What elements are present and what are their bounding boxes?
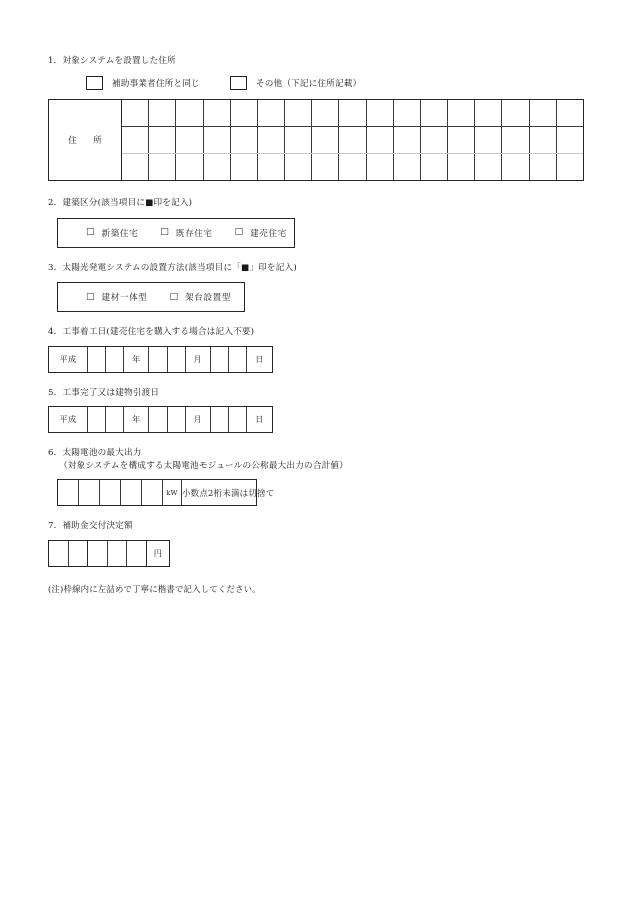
- day-unit-label: 日: [255, 414, 264, 425]
- rounding-note-label: 小数点2桁未満は切捨て: [182, 487, 275, 498]
- address-cell[interactable]: [367, 127, 394, 153]
- address-cell[interactable]: [231, 100, 258, 126]
- section-5-completion-date: [48, 387, 584, 433]
- address-cell[interactable]: [367, 154, 394, 180]
- checkbox-icon[interactable]: □: [234, 227, 244, 238]
- day-unit-label: 日: [255, 353, 264, 364]
- amount-digit-cell[interactable]: [49, 541, 69, 566]
- address-cell[interactable]: [448, 127, 475, 153]
- address-cell[interactable]: [339, 154, 366, 180]
- day-digit-cell[interactable]: [211, 347, 229, 372]
- address-cell[interactable]: [231, 154, 258, 180]
- spacer: [48, 506, 584, 520]
- address-cell[interactable]: [421, 100, 448, 126]
- spacer: [48, 433, 584, 447]
- yen-unit-label: 円: [153, 547, 163, 558]
- address-cell[interactable]: [475, 154, 502, 180]
- month-unit-label: 月: [186, 347, 211, 372]
- address-cell[interactable]: [122, 100, 149, 126]
- address-cell[interactable]: [312, 100, 339, 126]
- address-row: [122, 153, 583, 180]
- amount-digit-cell[interactable]: [69, 541, 89, 566]
- address-cell[interactable]: [502, 154, 529, 180]
- address-cell[interactable]: [475, 100, 502, 126]
- month-digit-cell[interactable]: [149, 407, 167, 432]
- address-cell[interactable]: [448, 100, 475, 126]
- checkbox-other-address[interactable]: [230, 76, 247, 90]
- year-digit-cell[interactable]: [88, 407, 106, 432]
- section-7-subsidy-amount: [48, 520, 584, 566]
- month-digit-cell[interactable]: [168, 347, 186, 372]
- address-cell[interactable]: [475, 127, 502, 153]
- address-cell[interactable]: [176, 100, 203, 126]
- footer-note: (注)枠線内に左詰めで丁寧に楷書で記入してください。: [48, 583, 261, 594]
- output-digit-cell[interactable]: [121, 480, 142, 505]
- amount-digit-cell[interactable]: [88, 541, 108, 566]
- address-cell[interactable]: [176, 154, 203, 180]
- section-1-option-row: [48, 76, 584, 90]
- address-cell[interactable]: [258, 100, 285, 126]
- address-cell[interactable]: [557, 100, 583, 126]
- address-cell[interactable]: [149, 127, 176, 153]
- address-row: [122, 100, 583, 126]
- section-4-title: 4．工事着工日(建売住宅を購入する場合は記入不要): [48, 327, 255, 338]
- output-digit-cell[interactable]: [142, 480, 163, 505]
- address-cell[interactable]: [285, 127, 312, 153]
- address-label: 住 所: [49, 100, 122, 180]
- section-7-title: 7．補助金交付決定額: [48, 521, 133, 532]
- address-cell[interactable]: [312, 154, 339, 180]
- section-6-max-output: [48, 447, 584, 506]
- address-cell[interactable]: [231, 127, 258, 153]
- month-digit-cell[interactable]: [168, 407, 186, 432]
- era-label: 平成: [49, 347, 88, 372]
- checkbox-icon[interactable]: □: [160, 227, 169, 238]
- address-cell[interactable]: [394, 100, 421, 126]
- address-row: [122, 126, 583, 153]
- amount-digit-cell[interactable]: [127, 541, 147, 566]
- section-4-construction-start-date: [48, 326, 584, 372]
- address-cell[interactable]: [530, 154, 557, 180]
- address-cell[interactable]: [339, 127, 366, 153]
- output-digit-cell[interactable]: [58, 480, 79, 505]
- address-cell[interactable]: [122, 154, 149, 180]
- address-cell[interactable]: [122, 127, 149, 153]
- checkbox-icon[interactable]: □: [86, 227, 95, 238]
- amount-digit-cell[interactable]: [108, 541, 128, 566]
- output-digit-cell[interactable]: [100, 480, 121, 505]
- address-cell[interactable]: [557, 127, 583, 153]
- year-unit-label: 年: [124, 407, 149, 432]
- address-cell[interactable]: [204, 100, 231, 126]
- address-cell[interactable]: [421, 127, 448, 153]
- address-cell[interactable]: [149, 154, 176, 180]
- section-2-building-category: [48, 197, 584, 247]
- address-cell[interactable]: [149, 100, 176, 126]
- option-rack-mounted-type-label: 架台設置型: [185, 293, 231, 304]
- address-cell[interactable]: [502, 127, 529, 153]
- checkbox-other-address-label: その他（下記に住所記載）: [255, 79, 362, 90]
- section-3-title: 3．太陽光発電システムの設置方法(該当項目に「■」印を記入): [48, 262, 297, 273]
- address-cell[interactable]: [394, 127, 421, 153]
- year-digit-cell[interactable]: [106, 407, 124, 432]
- address-cell[interactable]: [367, 100, 394, 126]
- address-cell[interactable]: [530, 127, 557, 153]
- address-cell[interactable]: [204, 154, 231, 180]
- checkbox-icon[interactable]: □: [169, 291, 179, 302]
- max-output-grid: [57, 479, 275, 506]
- address-cell[interactable]: [285, 100, 312, 126]
- address-grid: [48, 99, 584, 181]
- section-6-title: 6．太陽電池の最大出力: [48, 448, 142, 459]
- option-new-house-label: 新築住宅: [101, 228, 139, 239]
- address-cell[interactable]: [339, 100, 366, 126]
- era-label: 平成: [49, 407, 88, 432]
- day-digit-cell[interactable]: [229, 407, 247, 432]
- day-digit-cell[interactable]: [211, 407, 229, 432]
- section-5-title: 5．工事完了又は建物引渡日: [48, 387, 160, 398]
- section-3-installation-method: [48, 262, 584, 312]
- option-integrated-type-label: 建材一体型: [101, 293, 148, 304]
- address-cell[interactable]: [394, 154, 421, 180]
- section-2-title: 2．建築区分(該当項目に■印を記入): [48, 198, 193, 209]
- kw-unit-label: kW: [163, 480, 182, 505]
- checkbox-icon[interactable]: □: [86, 291, 95, 302]
- spacer: [48, 312, 584, 326]
- address-cell[interactable]: [258, 127, 285, 153]
- form-sheet: [48, 55, 584, 595]
- address-cell[interactable]: [312, 127, 339, 153]
- checkbox-same-as-applicant-label: 補助事業者住所と同じ: [112, 79, 200, 90]
- section-3-options-box: [57, 282, 245, 312]
- spacer: [48, 567, 584, 583]
- section-1-install-address: [48, 55, 584, 181]
- option-spec-built-house-label: 建売住宅: [250, 228, 287, 239]
- month-digit-cell[interactable]: [149, 347, 167, 372]
- start-date-grid: [48, 346, 273, 373]
- spacer: [48, 373, 584, 387]
- output-digit-cell[interactable]: [79, 480, 100, 505]
- address-cell[interactable]: [557, 154, 583, 180]
- spacer: [48, 248, 584, 262]
- address-cell[interactable]: [530, 100, 557, 126]
- section-6-subtitle: （対象システムを構成する太陽電池モジュールの公称最大出力の合計値）: [59, 460, 348, 471]
- completion-date-grid: [48, 406, 273, 433]
- address-cell[interactable]: [258, 154, 285, 180]
- month-unit-label: 月: [186, 407, 211, 432]
- subsidy-amount-grid: [48, 540, 170, 567]
- address-cell[interactable]: [204, 127, 231, 153]
- address-cell[interactable]: [502, 100, 529, 126]
- section-2-options-box: [57, 218, 295, 248]
- day-digit-cell[interactable]: [229, 347, 247, 372]
- address-cell-area: [122, 100, 583, 180]
- section-1-title: 1．対象システムを設置した住所: [48, 56, 176, 66]
- year-unit-label: 年: [124, 347, 149, 372]
- address-cell[interactable]: [448, 154, 475, 180]
- address-cell[interactable]: [285, 154, 312, 180]
- spacer: [48, 181, 584, 197]
- year-digit-cell[interactable]: [106, 347, 124, 372]
- option-existing-house-label: 既存住宅: [175, 228, 213, 239]
- year-digit-cell[interactable]: [88, 347, 106, 372]
- checkbox-same-as-applicant[interactable]: [86, 76, 103, 90]
- address-cell[interactable]: [421, 154, 448, 180]
- address-cell[interactable]: [176, 127, 203, 153]
